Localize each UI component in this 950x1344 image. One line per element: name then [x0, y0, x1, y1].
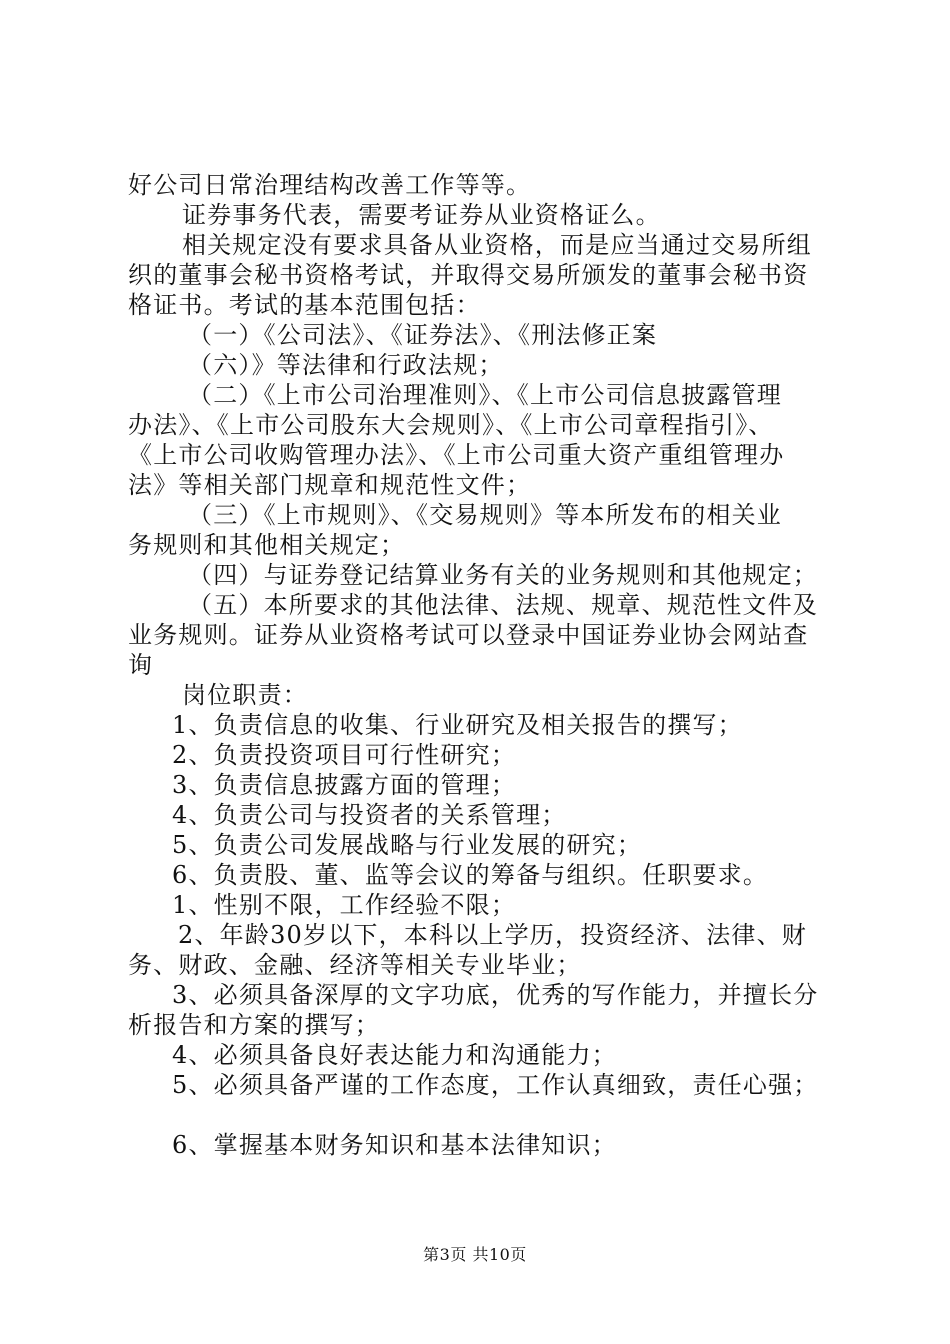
text-line: 相关规定没有要求具备从业资格，而是应当通过交易所组: [182, 231, 812, 259]
paragraph-gap: [128, 1100, 838, 1130]
text-line: 4、必须具备良好表达能力和沟通能力；: [172, 1041, 617, 1069]
text-line: 务、财政、金融、经济等相关专业毕业；: [128, 951, 582, 979]
text-line: 办法》、《上市公司股东大会规则》、《上市公司章程指引》、: [128, 411, 774, 439]
text-line: （一）《公司法》、《证券法》、《刑法修正案: [188, 321, 658, 349]
text-line: 《上市公司收购管理办法》、《上市公司重大资产重组管理办: [128, 441, 785, 469]
text-line: 1、性别不限，工作经验不限；: [172, 891, 517, 919]
text-line: 5、负责公司发展战略与行业发展的研究；: [172, 831, 643, 859]
document-body: [128, 170, 838, 1160]
text-line: 岗位职责：: [182, 681, 308, 709]
text-line: 3、负责信息披露方面的管理；: [172, 771, 517, 799]
text-line: 格证书。考试的基本范围包括：: [128, 291, 481, 319]
text-line: （三）《上市规则》、《交易规则》等本所发布的相关业: [188, 501, 782, 529]
page-number-footer: 第3页 共10页: [423, 1245, 527, 1264]
text-line: 询: [128, 651, 154, 679]
text-line: 3、必须具备深厚的文字功底，优秀的写作能力，并擅长分: [172, 981, 819, 1009]
text-line: 4、负责公司与投资者的关系管理；: [172, 801, 567, 829]
text-line: 2、负责投资项目可行性研究；: [172, 741, 517, 769]
text-line: 2、年龄30岁以下，本科以上学历，投资经济、法律、财: [178, 921, 808, 949]
text-line: （六）》等法律和行政法规；: [188, 351, 504, 379]
text-line: 5、必须具备严谨的工作态度，工作认真细致，责任心强；: [172, 1071, 819, 1099]
text-line: （五）本所要求的其他法律、法规、规章、规范性文件及: [188, 591, 818, 619]
text-line: （二）《上市公司治理准则》、《上市公司信息披露管理: [188, 381, 782, 409]
text-line: 业务规则。证券从业资格考试可以登录中国证券业协会网站查: [128, 621, 809, 649]
text-line: 6、负责股、董、监等会议的筹备与组织。任职要求。: [172, 861, 769, 889]
text-line: 务规则和其他相关规定；: [128, 531, 406, 559]
text-line: （四）与证券登记结算业务有关的业务规则和其他规定；: [188, 561, 818, 589]
text-line: 织的董事会秘书资格考试，并取得交易所颁发的董事会秘书资: [128, 261, 809, 289]
text-line: 析报告和方案的撰写；: [128, 1011, 380, 1039]
text-line: 1、负责信息的收集、行业研究及相关报告的撰写；: [172, 711, 743, 739]
text-line: 法》等相关部门规章和规范性文件；: [128, 471, 532, 499]
text-line: 证券事务代表，需要考证券从业资格证么。: [182, 201, 661, 229]
text-line: 好公司日常治理结构改善工作等等。: [128, 171, 532, 199]
text-line: 6、掌握基本财务知识和基本法律知识；: [172, 1131, 617, 1159]
